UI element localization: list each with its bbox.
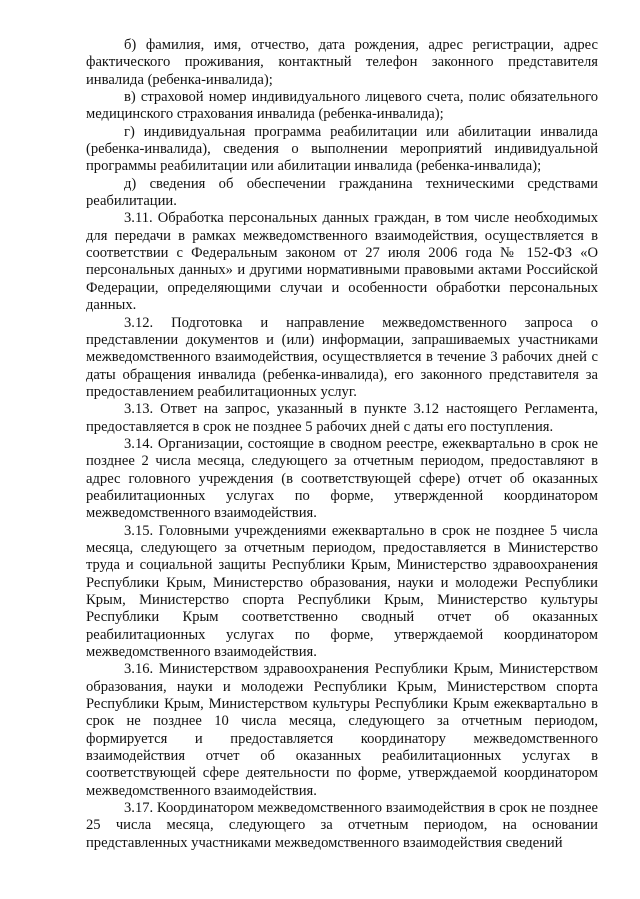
paragraph-3-16: 3.16. Министерством здравоохранения Республики Крым, Министерством образования, науки и молодежи Республики Крым, Министерством спорта Республики Крым, Министерством культуры Республики Крым ежеквартально в срок не позднее 10 числа месяца, следующего за отчетным периодом, формируется и предоставляется координатору межведомственного взаимодействия отчет об оказанных реабилитационных услугах в соответствующей сфере деятельности по форме, утверждаемой координатором межведомственного взаимодействия. — [86, 661, 598, 799]
paragraph-v-insurance-number: в) страховой номер индивидуального лицевого счета, полис обязательного медицинского страхования инвалида (ребенка-инвалида); — [86, 89, 598, 123]
paragraph-3-17: 3.17. Координатором межведомственного взаимодействия в срок не позднее 25 числа месяца, следующего за отчетным периодом, на основании представленных участниками межведомственного взаимодействия сведений — [86, 800, 598, 851]
paragraph-d-technical-means: д) сведения об обеспечении гражданина техническими средствами реабилитации. — [86, 175, 598, 210]
paragraph-3-14: 3.14. Организации, состоящие в сводном реестре, ежеквартально в срок не позднее 2 числа месяца, следующего за отчетным периодом, предоставляют в адрес головного учреждения (в соответствующей сфере) отчет об оказанных реабилитационных услугах по форме, утвержденной координатором межведомственного взаимодействия. — [86, 435, 598, 522]
paragraph-3-11: 3.11. Обработка персональных данных граждан, в том числе необходимых для передачи в рамках межведомственного взаимодействия, осуществляется в соответствии с Федеральным законом от 27 июля 2006 года № 152-ФЗ «О персональных данных» и другими нормативными правовыми актами Российской Федерации, определяющими случаи и особенности обработки персональных данных. — [86, 210, 598, 314]
paragraph-3-12: 3.12. Подготовка и направление межведомственного запроса о представлении документов и (или) информации, запрашиваемых участниками межведомственного взаимодействия, осуществляется в течение 3 рабочих дней с даты обращения инвалида (ребенка-инвалида), его законного представителя за предоставлением реабилитационных услуг. — [86, 314, 598, 400]
document-body — [86, 37, 598, 852]
paragraph-3-13: 3.13. Ответ на запрос, указанный в пункте 3.12 настоящего Регламента, предоставляется в срок не позднее 5 рабочих дней с даты его поступления. — [86, 401, 598, 435]
paragraph-b-personal-details: б) фамилия, имя, отчество, дата рождения, адрес регистрации, адрес фактического проживания, контактный телефон законного представителя инвалида (ребенка-инвалида); — [86, 37, 598, 88]
paragraph-g-rehab-program: г) индивидуальная программа реабилитации или абилитации инвалида (ребенка-инвалида), сведения о выполнении мероприятий индивидуальной программы реабилитации или абилитации инвалида (ребенка-инвалида); — [86, 123, 598, 175]
paragraph-3-15: 3.15. Головными учреждениями ежеквартально в срок не позднее 5 числа месяца, следующего за отчетным периодом, предоставляется в Министерство труда и социальной защиты Республики Крым, Министерство здравоохранения Республики Крым, Министерство образования, науки и молодежи Республики Крым, Министерство спорта Республики Крым, Министерство культуры Республики Крым соответственно сводный отчет об оказанных реабилитационных услугах по форме, утверждаемой координатором межведомственного взаимодействия. — [86, 522, 598, 661]
